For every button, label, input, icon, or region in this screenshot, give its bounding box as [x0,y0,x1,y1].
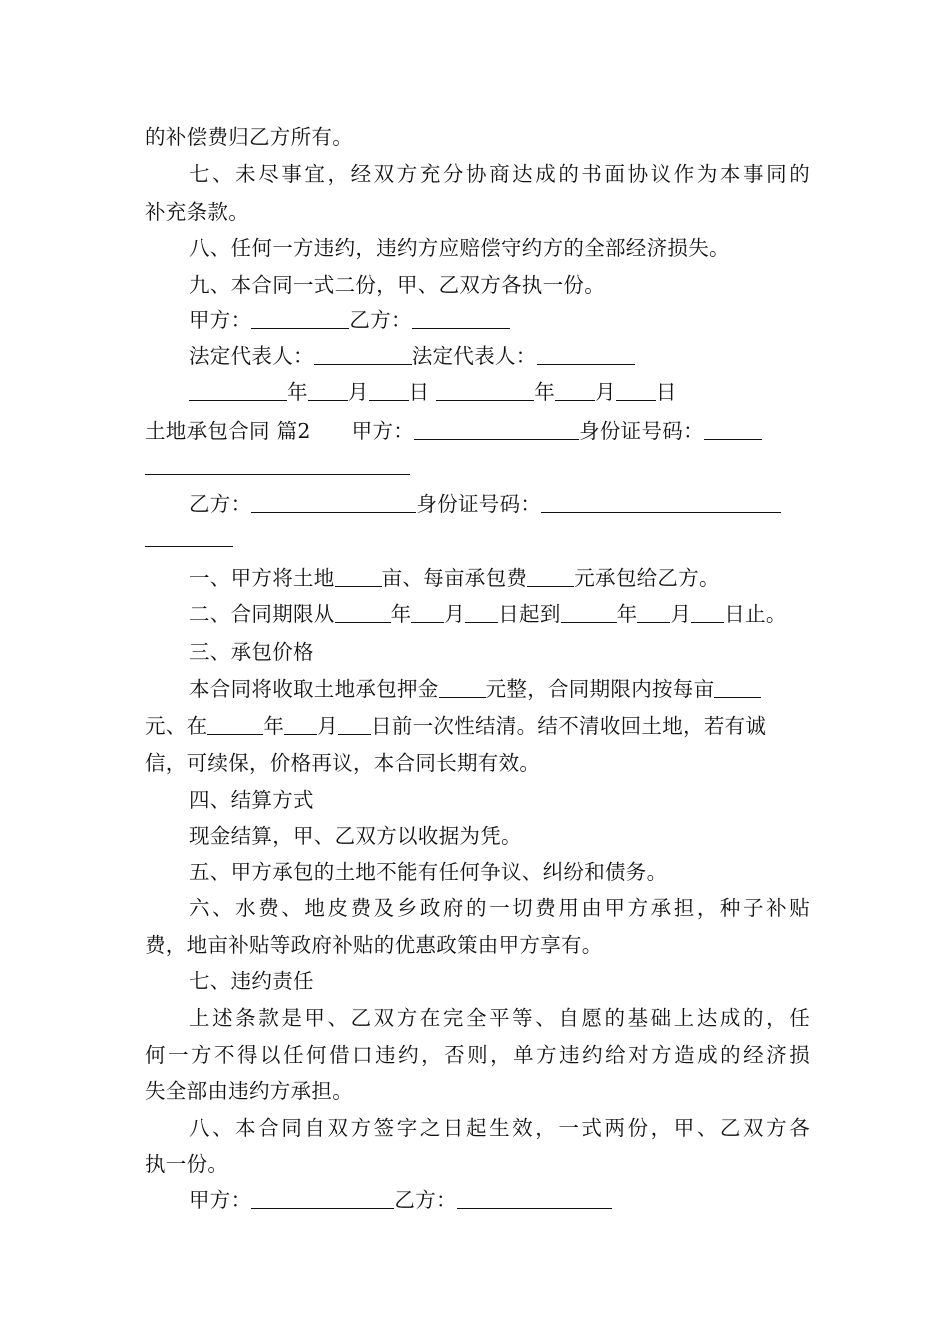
blank-field [189,380,287,401]
paragraph: 执一份。 [145,1152,229,1176]
blank-field [555,380,595,401]
paragraph: 上述条款是甲、乙双方在完全平等、自愿的基础上达成的，任 [189,1006,810,1030]
blank-field [537,344,635,365]
paragraph: 何一方不得以任何借口违约，否则，单方违约给对方造成的经济损 [145,1043,810,1067]
blank-field [616,380,656,401]
blank-field [411,602,444,623]
blank-field [527,566,574,587]
paragraph: 失全部由违约方承担。 [145,1079,353,1103]
blank-field [335,566,382,587]
blank-field [457,1188,612,1209]
blank-field [369,380,409,401]
paragraph: 八、本合同自双方签字之日起生效，一式两份，甲、乙双方各 [189,1116,810,1140]
clause-1: 一、甲方将土地 亩、每亩承包费 元承包给乙方。 [189,566,720,590]
blank-field [338,714,371,735]
blank-field [704,419,762,440]
clause-2: 二、合同期限从 年 月 日起到 年 月 日止。 [189,602,787,626]
blank-field [465,602,498,623]
blank-field [412,308,510,329]
blank-field [637,602,670,623]
signature-line: 甲方： 乙方： [189,306,810,334]
paragraph: 七、未尽事宜，经双方充分协商达成的书面协议作为本事同的 [189,162,810,186]
blank-field [145,454,410,475]
blank-field [436,380,534,401]
blank-field [145,526,233,547]
signature-line: 法定代表人： 法定代表人： [189,342,810,370]
blank-field [691,602,724,623]
paragraph: 九、本合同一式二份，甲、乙双方各执一份。 [189,273,605,297]
clause-3: 本合同将收取土地承包押金 元整，合同期限内按每亩 [189,675,810,703]
paragraph: 的补偿费归乙方所有。 [145,125,353,149]
paragraph: 八、任何一方违约，违约方应赔偿守约方的全部经济损失。 [189,236,730,260]
contract-title: 土地承包合同 篇2 [145,419,311,443]
paragraph: 现金结算，甲、乙双方以收据为凭。 [189,824,522,848]
contract-title-line: 土地承包合同 篇2 甲方： 身份证号码： [145,417,810,445]
paragraph: 费，地亩补贴等政府补贴的优惠政策由甲方享有。 [145,933,603,957]
section-heading: 四、结算方式 [189,788,314,812]
blank-field [414,419,579,440]
blank-field [251,492,416,513]
blank-field [308,380,348,401]
blank-field [207,714,263,735]
section-heading: 三、承包价格 [189,640,314,664]
blank-field [335,602,391,623]
paragraph: 六、水费、地皮费及乡政府的一切费用由甲方承担，种子补贴 [189,896,810,920]
signature-line: 甲方： 乙方： [189,1186,810,1214]
date-line: 年 月 日 年 月 日 [189,378,810,406]
blank-field [251,1188,394,1209]
blank-field [714,677,761,698]
clause-3: 信，可续保，价格再议，本合同长期有效。 [145,751,541,775]
blank-field [439,677,486,698]
blank-field [314,344,412,365]
blank-field [561,602,617,623]
party-b-line: 乙方： 身份证号码： [189,490,810,518]
blank-continuation [145,452,810,480]
blank-field [284,714,317,735]
blank-field [541,492,781,513]
section-heading: 七、违约责任 [189,969,314,993]
blank-field [251,308,349,329]
paragraph: 补充条款。 [145,200,249,224]
paragraph: 五、甲方承包的土地不能有任何争议、纠纷和债务。 [189,860,668,884]
clause-3: 元、在 年 月 日前一次性结清。结不清收回土地，若有诚 [145,714,767,738]
blank-continuation [145,524,810,552]
